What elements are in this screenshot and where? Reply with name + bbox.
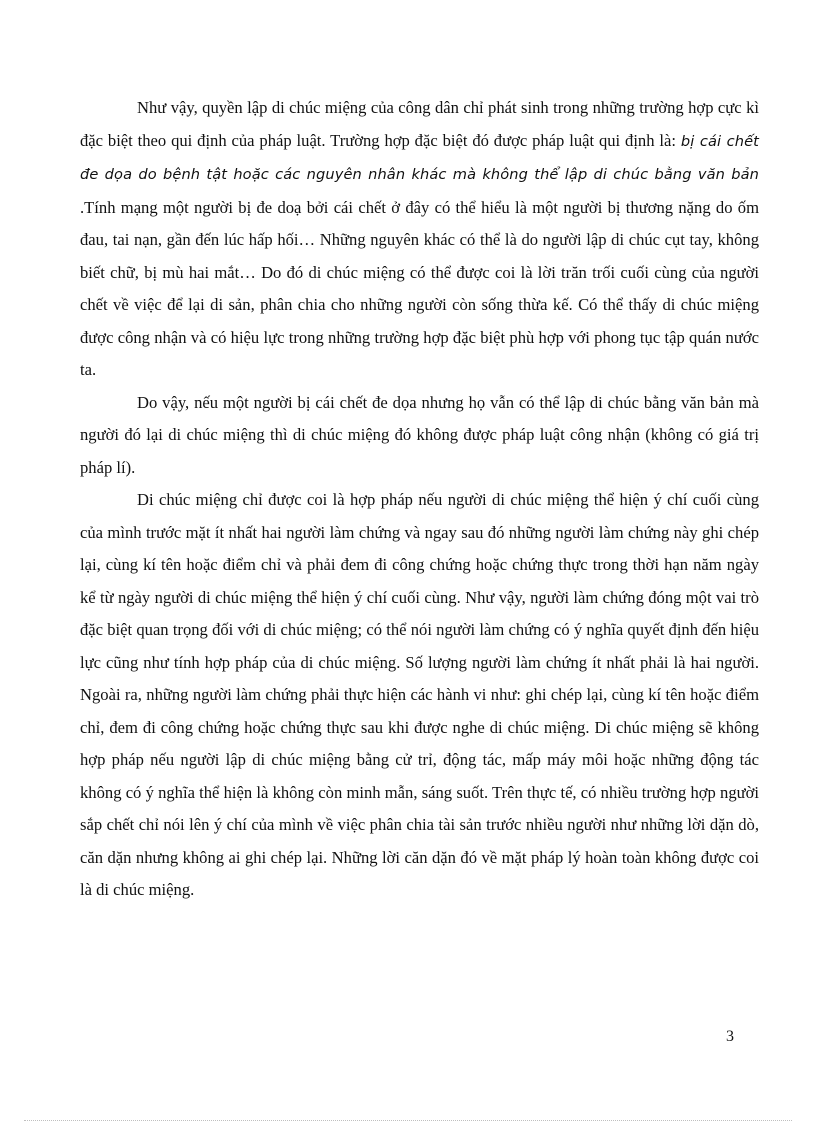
- paragraph-oral-will-conditions: [80, 92, 759, 387]
- paragraph-text-intro: Như vậy, quyền lập di chúc miệng của công dân chỉ phát sinh trong những trường hợp cực kì đặc biệt theo qui định của pháp luật. Trường hợp đặc biệt đó được pháp luật qui định là:: [80, 98, 759, 150]
- paragraph-witness-requirements: Di chúc miệng chỉ được coi là hợp pháp nếu người di chúc miệng thể hiện ý chí cuối cùng của mình trước mặt ít nhất hai người làm chứng và ngay sau đó những người làm chứng này ghi chép lại, cùng kí tên hoặc điểm chỉ và phải đem đi công chứng hoặc chứng thực trong thời hạn năm ngày kể từ ngày người di chúc miệng thể hiện ý chí cuối cùng. Như vậy, người làm chứng đóng một vai trò đặc biệt quan trọng đối với di chúc miệng; có thể nói người làm chứng có ý nghĩa quyết định đến hiệu lực cũng như tính hợp pháp của di chúc miệng. Số lượng người làm chứng ít nhất phải là hai người. Ngoài ra, những người làm chứng phải thực hiện các hành vi như: ghi chép lại, cùng kí tên hoặc điểm chỉ, đem đi công chứng hoặc chứng thực sau khi được nghe di chúc miệng. Di chúc miệng sẽ không hợp pháp nếu người lập di chúc miệng bằng cử trỉ, động tác, mấp máy môi hoặc những động tác không có ý nghĩa thể hiện là không còn minh mẫn, sáng suốt. Trên thực tế, có nhiều trường hợp người sắp chết chỉ nói lên ý chí của mình về việc phân chia tài sản trước nhiều người như những lời dặn dò, căn dặn nhưng không ai ghi chép lại. Những lời căn dặn đó về mặt pháp lý hoàn toàn không được coi là di chúc miệng.: [80, 490, 759, 899]
- paragraph-not-recognized: Do vậy, nếu một người bị cái chết đe dọa nhưng họ vẫn có thể lập di chúc bằng văn bản mà người đó lại di chúc miệng thì di chúc miệng đó không được pháp luật công nhận (không có giá trị pháp lí).: [80, 392, 759, 477]
- page-number: 3: [726, 1028, 734, 1045]
- document-body: [80, 92, 759, 907]
- paragraph-text-continuation: .Tính mạng một người bị đe doạ bởi cái chết ở đây có thể hiểu là một người bị thương nặng do ốm đau, tai nạn, gần đến lúc hấp hối… Những nguyên khác có thể là do người lập di chúc cụt tay, không biết chữ, bị mù hai mắt… Do đó di chúc miệng có thể được coi là lời trăn trối cuối cùng của người chết về việc để lại di sản, phân chia cho những người còn sống thừa kế. Có thể thấy di chúc miệng được công nhận và có hiệu lực trong những trường hợp đặc biệt phù hợp với phong tục tập quán nước ta.: [80, 197, 759, 379]
- italic-legal-quote: bị cái chết đe dọa do bệnh tật hoặc các nguyên nhân khác mà không thể lập di chúc bằng văn bản: [80, 132, 759, 183]
- footer-divider: [24, 1120, 792, 1121]
